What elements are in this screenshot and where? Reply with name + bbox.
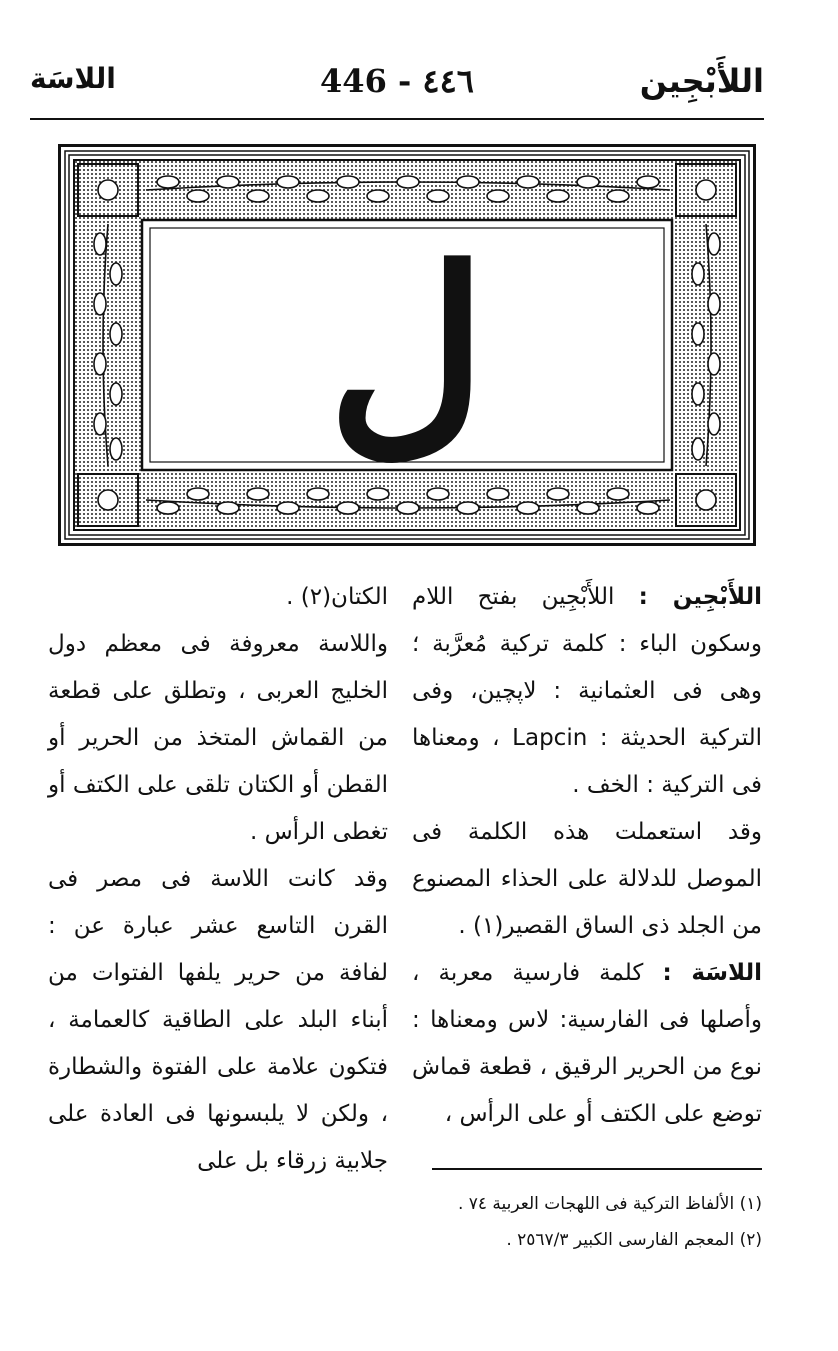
page-header — [30, 62, 764, 110]
entry-lebjin — [412, 574, 762, 809]
entry-text: اللأَبْجِين بفتح اللام وسكون الباء : كلمة تركية مُعرَّبة ؛ وهى فى العثمانية : لاپچين، وفى التركية الحديثة : Lapcin ، ومعناها فى التركية : الخف . — [412, 584, 762, 798]
footnote: (١) الألفاظ التركية فى اللهجات العربية ٧٤ . — [457, 1194, 762, 1214]
paragraph — [412, 809, 762, 950]
entry-term: اللاسَة : — [662, 960, 762, 986]
paragraph-text: وقد استعملت هذه الكلمة فى الموصل للدلالة على الحذاء المصنوع من الجلد ذى الساق القصير(١) . — [412, 819, 762, 939]
text-column-left — [48, 574, 388, 1185]
entry-text: كلمة فارسية معربة ، وأصلها فى الفارسية: لاس ومعناها : نوع من الحرير الرقيق ، قطعة قماش توضع على الكتف أو على الرأس ، — [412, 960, 762, 1127]
page-number: 446 - ٤٤٦ — [320, 62, 474, 100]
footnote: (٢) المعجم الفارسى الكبير ٢٥٦٧/٣ . — [506, 1230, 762, 1250]
header-rule — [30, 118, 764, 120]
running-head-first-entry: اللأَبْجِين — [639, 62, 764, 100]
footnotes — [300, 1186, 762, 1258]
footnote-rule — [432, 1168, 762, 1170]
paragraph: وقد كانت اللاسة فى مصر فى القرن التاسع عشر عبارة عن : لفافة من حرير يلفها الفتوات من أبناء البلد على الطاقية كالعمامة ، فتكون علامة على الفتوة والشطارة ، ولكن لا يلبسونها فى العادة على جلابية زرقاء بل على — [48, 866, 388, 1174]
text-column-right — [412, 574, 762, 1138]
entry-term: اللأَبْجِين : — [638, 584, 762, 610]
paragraph: الكتان(٢) . — [286, 584, 388, 610]
running-head-last-entry: اللاسَة — [30, 62, 116, 95]
paragraph: واللاسة معروفة فى معظم دول الخليج العربى ، وتطلق على قطعة من القماش المتخذ من الحرير أو القطن أو الكتان تلقى على الكتف أو تغطى الرأس . — [48, 631, 388, 845]
entry-lasa — [412, 950, 762, 1138]
section-letter-frame — [58, 144, 756, 546]
section-letter: ل — [327, 219, 487, 478]
